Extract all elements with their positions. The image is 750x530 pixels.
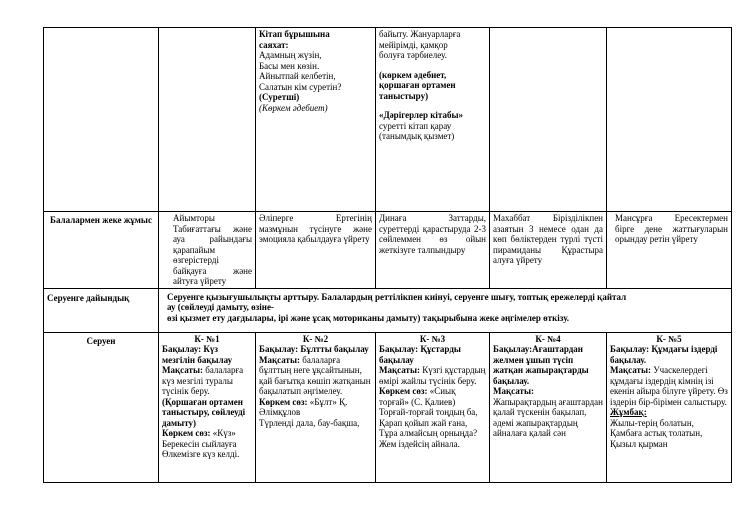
book-corner-line: (Көркем әдебиет) bbox=[259, 102, 328, 113]
walk-card-1-line: Көркем сөз: «Күз» Берекесін сыйлауға Өлкемізге күз келді. bbox=[162, 428, 240, 459]
walk-prep-label: Серуенге дайындық bbox=[44, 288, 159, 332]
book-corner-line: Айнытпай келбетін, bbox=[259, 71, 336, 81]
top-row bbox=[44, 28, 732, 212]
book-corner-line: саяхат: bbox=[259, 39, 289, 50]
walk-card-2-line: К- №2 bbox=[302, 333, 329, 344]
walk-card-5-line: Мақсаты: Учаскелердегі құмдағы іздердің кімнің ізі екенін айыра білуге үйрету. Өз іздерін бір-бірімен салыстыру. bbox=[610, 365, 728, 407]
top-row-empty-cell bbox=[159, 28, 256, 212]
animals-books-line: суретті кітап қарау bbox=[379, 120, 452, 131]
walk-card-5-line: Жұмбақ: bbox=[610, 407, 647, 417]
walk-card-2 bbox=[256, 332, 376, 482]
individual-cell-4: Махаббат Бірізділікпен азаятын 3 немесе одан да көп бөліктерден түрлі түсті пирамиданы Құрастыра алуға үйрету bbox=[490, 212, 607, 289]
animals-books-spacer bbox=[379, 101, 486, 110]
walk-card-1-line: Мақсаты: балаларға күз мезгілі туралы түсінік беру. bbox=[162, 365, 244, 396]
schedule-table bbox=[43, 27, 732, 483]
animals-books-line: таныстыру) bbox=[379, 90, 429, 101]
individual-cell-5: Мансұрға Ересектермен бірге дене жаттығуларын орындау ретін үйрету bbox=[607, 212, 732, 289]
walk-card-3-line: Бақылау: Құстарды бақылау bbox=[379, 344, 461, 365]
walk-card-3-heading: Мақсаты: bbox=[379, 365, 420, 375]
animals-books-line: болуға тәрбиелеу. bbox=[379, 50, 447, 60]
top-row-empty-cell-2 bbox=[490, 28, 607, 212]
top-row-label-cell bbox=[44, 28, 159, 212]
top-row-empty-cell-3 bbox=[607, 28, 732, 212]
walk-card-2-line: Бақылау: Бұлтты бақылау bbox=[259, 344, 369, 354]
walk-card-2-line: Мақсаты: балаларға бұлттың неге ұқсайтынын, қай бағытқа көшіп жатқанын бақылатып әңгімелеу. bbox=[259, 354, 371, 396]
individual-work-row bbox=[44, 212, 732, 289]
individual-cell-1: Айымторы Табиғаттағы және ауа райындағы қарапайым өзгерістерді байқауға және айтуға үйрету bbox=[159, 212, 256, 289]
walk-card-2-heading: Мақсаты: bbox=[259, 354, 300, 365]
walk-prep-row bbox=[44, 288, 732, 332]
walk-card-1 bbox=[159, 332, 256, 482]
individual-cell-2: Әліперге Ертегінің мазмұнын түсінуге және эмоцияла қабылдауға үйрету bbox=[256, 212, 376, 289]
animals-books-line: мейірімді, қамқор bbox=[379, 39, 448, 50]
animals-books-line: қоршаған ортамен bbox=[379, 80, 456, 90]
walk-card-5 bbox=[607, 332, 732, 482]
walk-card-2-heading: Көркем сөз: bbox=[259, 396, 308, 407]
walk-card-3-line: Көркем сөз: «Сиық торғай» (С. Қалиев) bbox=[379, 386, 456, 407]
individual-work-label: Балалармен жеке жұмыс bbox=[44, 212, 159, 289]
walk-card-3-line: Тұра алмайсың орныңда? bbox=[379, 428, 478, 438]
walk-card-3-heading: Көркем сөз: bbox=[379, 386, 428, 396]
walk-card-3-line: Торғай-торғай тоңдың ба, bbox=[379, 407, 478, 417]
animals-books-cell bbox=[376, 28, 490, 212]
animals-books-line: байыту. Жануарларға bbox=[379, 29, 461, 39]
walk-card-4 bbox=[490, 332, 607, 482]
animals-books-line: (көркем әдебиет, bbox=[379, 69, 447, 80]
book-corner-cell bbox=[256, 28, 376, 212]
walk-card-5-line: К- №5 bbox=[656, 333, 682, 344]
walk-card-4-line: Жапырақтардың ағаштардан қалай түскенін бақылап, әдемі жапырақтардың айналаға қалай сән bbox=[493, 396, 603, 438]
book-corner-line: Басы мен көзін. bbox=[259, 60, 320, 71]
walk-card-1-heading: Мақсаты: bbox=[162, 365, 203, 375]
animals-books-line: (танымдық қызмет) bbox=[379, 131, 455, 141]
book-corner-line: Салатын кім суретін? bbox=[259, 81, 342, 92]
walk-card-1-line: К- №1 bbox=[194, 333, 220, 344]
walk-label: Серуен bbox=[44, 332, 159, 482]
walk-card-2-line: Түрленді дала, бау-бақша, bbox=[259, 417, 360, 428]
book-corner-line: Адамның жүзін, bbox=[259, 50, 322, 60]
walk-card-5-line: Қызыл қырман bbox=[610, 438, 668, 449]
walk-row bbox=[44, 332, 732, 482]
walk-card-2-line: Көркем сөз: «Бұлт» Қ. Әлімқұлов bbox=[259, 396, 348, 417]
walk-card-5-line: Жылы-терің болатын, bbox=[610, 417, 694, 428]
walk-card-1-line: Бақылау: Күз мезгілін бақылау bbox=[162, 344, 233, 365]
walk-card-1-heading: Көркем сөз: bbox=[162, 428, 211, 438]
walk-card-1-line: (Қоршаған ортамен таныстыру, сөйлеуді дамыту) bbox=[162, 396, 246, 428]
animals-books-spacer bbox=[379, 61, 486, 70]
walk-card-3-line: К- №3 bbox=[419, 333, 446, 344]
walk-card-3 bbox=[376, 332, 490, 482]
walk-card-3-line: Жем іздейсің айнала. bbox=[379, 438, 460, 449]
walk-prep-text: Серуенге қызығушылықты арттыру. Балалардың реттілікпен киінуі, серуенге шығу, топтық ережелерді қайтал ау (сөйлеуді дамыту, өзіне- өзі қызмет ету дағдылары, ірі және ұсақ моториканы дамыту) тақырыбына жеке әңгімелер өткізу. bbox=[159, 288, 732, 332]
walk-card-5-heading: Мақсаты: bbox=[610, 365, 651, 375]
walk-card-5-line: Бақылау: Құмдағы іздерді бақылау. bbox=[610, 344, 718, 365]
individual-cell-3: Динаға Заттарды, суреттерді қарастыруда 2-3 сөйлеммен өз ойын жеткізуге талпындыру bbox=[376, 212, 490, 289]
animals-books-line: «Дәрігерлер кітабы» bbox=[379, 110, 463, 120]
walk-card-5-line: Қамбаға астық толатын, bbox=[610, 428, 703, 438]
walk-card-4-line: К- №4 bbox=[535, 333, 561, 344]
book-corner-line: (Суретші) bbox=[259, 92, 300, 102]
walk-card-3-line: Қарап қойып жай ғана, bbox=[379, 417, 468, 428]
walk-card-3-line: Мақсаты: Күзгі құстардың өмірі жайлы түсінік беру. bbox=[379, 365, 486, 386]
walk-card-4-line: Бақылау:Ағаштардан желмен ұшып түсіп жатқан жапырақтарды бақылау. bbox=[493, 344, 589, 386]
walk-card-4-line: Мақсаты: bbox=[493, 386, 534, 396]
book-corner-line: Кітап бұрышына bbox=[259, 29, 330, 39]
